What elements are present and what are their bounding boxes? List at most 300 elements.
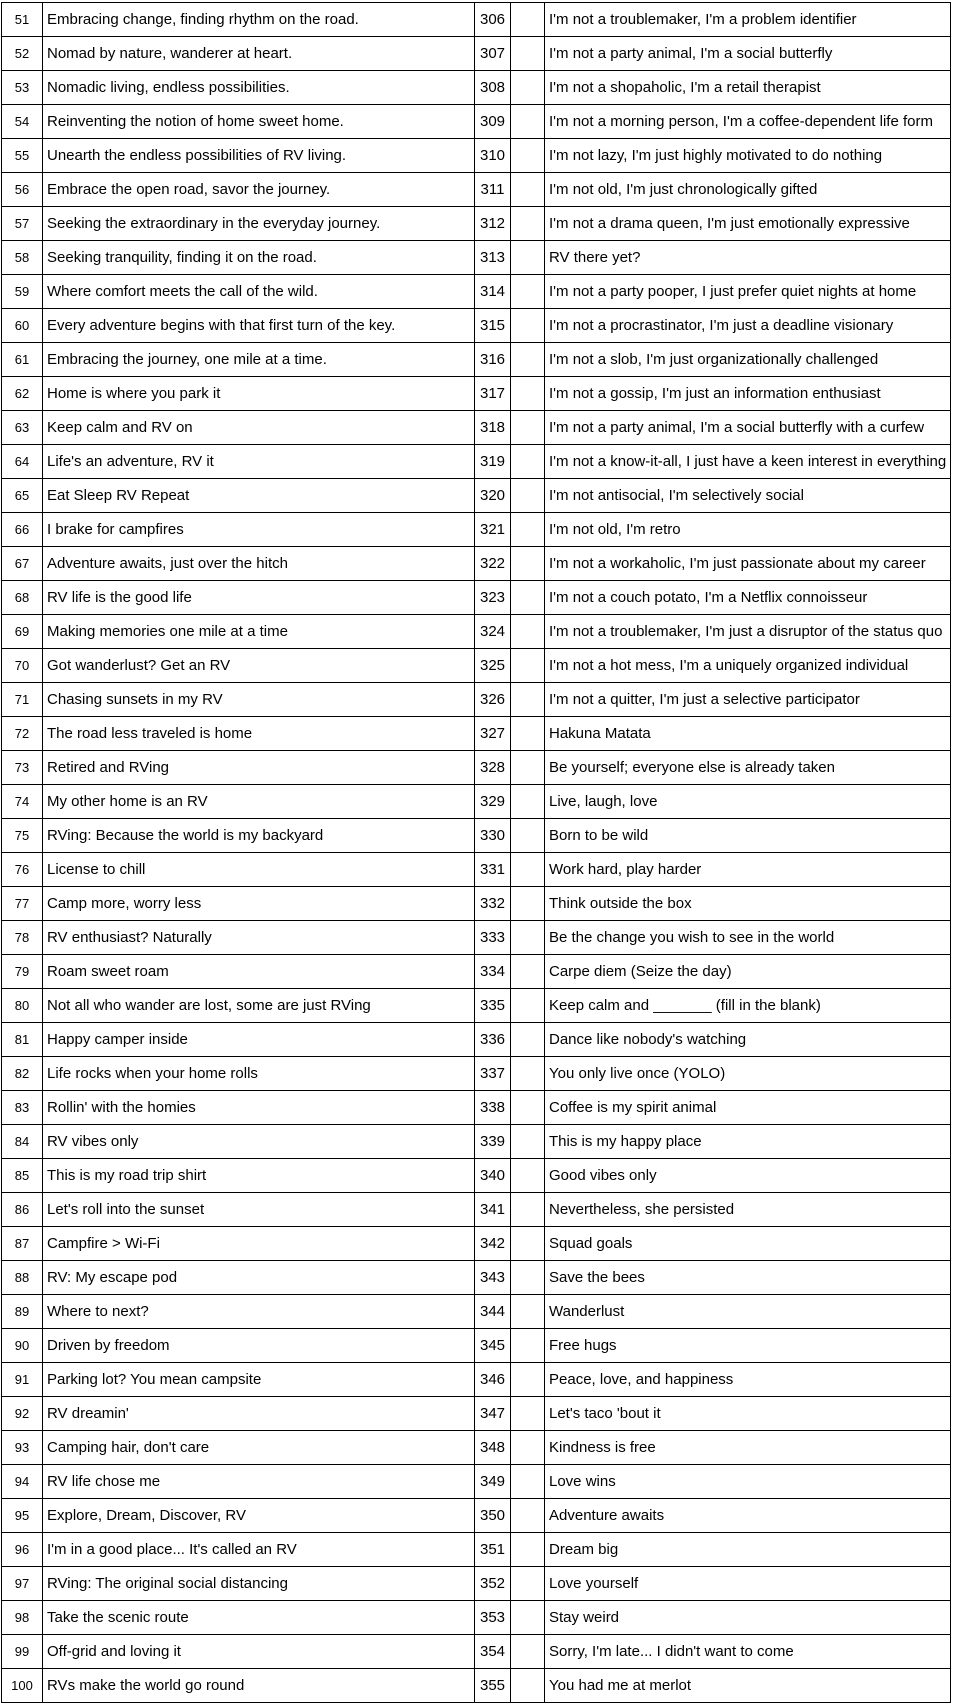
right-number-cell: 348	[475, 1431, 511, 1465]
empty-cell	[511, 1397, 545, 1431]
table-row	[2, 989, 951, 1023]
right-number-cell: 331	[475, 853, 511, 887]
table-row	[2, 411, 951, 445]
left-number-cell: 68	[2, 581, 43, 615]
left-number-cell: 77	[2, 887, 43, 921]
right-number-cell: 345	[475, 1329, 511, 1363]
empty-cell	[511, 717, 545, 751]
left-number-cell: 80	[2, 989, 43, 1023]
right-quote-cell: Born to be wild	[545, 819, 951, 853]
right-number-cell: 318	[475, 411, 511, 445]
right-quote-cell: Keep calm and _______ (fill in the blank)	[545, 989, 951, 1023]
empty-cell	[511, 853, 545, 887]
table-row	[2, 819, 951, 853]
left-quote-cell: Embracing the journey, one mile at a time.	[43, 343, 475, 377]
right-quote-cell: Be yourself; everyone else is already taken	[545, 751, 951, 785]
right-quote-cell: Be the change you wish to see in the world	[545, 921, 951, 955]
left-quote-cell: RV life chose me	[43, 1465, 475, 1499]
right-quote-cell: I'm not a troublemaker, I'm a problem identifier	[545, 3, 951, 37]
right-quote-cell: Save the bees	[545, 1261, 951, 1295]
left-number-cell: 59	[2, 275, 43, 309]
table-row	[2, 275, 951, 309]
left-number-cell: 81	[2, 1023, 43, 1057]
left-quote-cell: Eat Sleep RV Repeat	[43, 479, 475, 513]
right-number-cell: 308	[475, 71, 511, 105]
table-row	[2, 547, 951, 581]
right-quote-cell: Work hard, play harder	[545, 853, 951, 887]
left-number-cell: 72	[2, 717, 43, 751]
left-quote-cell: Keep calm and RV on	[43, 411, 475, 445]
left-number-cell: 94	[2, 1465, 43, 1499]
right-number-cell: 332	[475, 887, 511, 921]
table-row	[2, 139, 951, 173]
right-quote-cell: Wanderlust	[545, 1295, 951, 1329]
table-row	[2, 1431, 951, 1465]
table-row	[2, 343, 951, 377]
right-quote-cell: Love yourself	[545, 1567, 951, 1601]
left-number-cell: 86	[2, 1193, 43, 1227]
empty-cell	[511, 309, 545, 343]
table-row	[2, 1533, 951, 1567]
right-number-cell: 312	[475, 207, 511, 241]
empty-cell	[511, 1601, 545, 1635]
left-number-cell: 89	[2, 1295, 43, 1329]
right-number-cell: 325	[475, 649, 511, 683]
right-quote-cell: I'm not a party animal, I'm a social butterfly with a curfew	[545, 411, 951, 445]
table-row	[2, 309, 951, 343]
left-quote-cell: Camping hair, don't care	[43, 1431, 475, 1465]
left-number-cell: 95	[2, 1499, 43, 1533]
right-number-cell: 313	[475, 241, 511, 275]
empty-cell	[511, 1125, 545, 1159]
right-number-cell: 334	[475, 955, 511, 989]
table-row	[2, 921, 951, 955]
left-quote-cell: Happy camper inside	[43, 1023, 475, 1057]
left-number-cell: 100	[2, 1669, 43, 1703]
left-number-cell: 52	[2, 37, 43, 71]
left-number-cell: 83	[2, 1091, 43, 1125]
left-number-cell: 71	[2, 683, 43, 717]
right-quote-cell: Adventure awaits	[545, 1499, 951, 1533]
right-quote-cell: Sorry, I'm late... I didn't want to come	[545, 1635, 951, 1669]
right-number-cell: 327	[475, 717, 511, 751]
right-number-cell: 330	[475, 819, 511, 853]
right-number-cell: 315	[475, 309, 511, 343]
empty-cell	[511, 547, 545, 581]
right-number-cell: 314	[475, 275, 511, 309]
right-number-cell: 317	[475, 377, 511, 411]
right-quote-cell: I'm not a party animal, I'm a social butterfly	[545, 37, 951, 71]
left-quote-cell: My other home is an RV	[43, 785, 475, 819]
table-row	[2, 581, 951, 615]
left-quote-cell: RVs make the world go round	[43, 1669, 475, 1703]
left-quote-cell: RVing: The original social distancing	[43, 1567, 475, 1601]
table-row	[2, 683, 951, 717]
left-number-cell: 75	[2, 819, 43, 853]
empty-cell	[511, 1363, 545, 1397]
left-quote-cell: Parking lot? You mean campsite	[43, 1363, 475, 1397]
empty-cell	[511, 173, 545, 207]
empty-cell	[511, 1057, 545, 1091]
empty-cell	[511, 1261, 545, 1295]
right-number-cell: 321	[475, 513, 511, 547]
right-quote-cell: Free hugs	[545, 1329, 951, 1363]
left-number-cell: 63	[2, 411, 43, 445]
empty-cell	[511, 819, 545, 853]
right-number-cell: 310	[475, 139, 511, 173]
left-number-cell: 85	[2, 1159, 43, 1193]
quote-table	[1, 2, 951, 1703]
empty-cell	[511, 887, 545, 921]
right-number-cell: 353	[475, 1601, 511, 1635]
empty-cell	[511, 1669, 545, 1703]
table-row	[2, 377, 951, 411]
right-number-cell: 351	[475, 1533, 511, 1567]
left-quote-cell: Nomad by nature, wanderer at heart.	[43, 37, 475, 71]
empty-cell	[511, 3, 545, 37]
right-quote-cell: I'm not old, I'm just chronologically gifted	[545, 173, 951, 207]
table-row	[2, 173, 951, 207]
empty-cell	[511, 1193, 545, 1227]
right-number-cell: 322	[475, 547, 511, 581]
left-quote-cell: I brake for campfires	[43, 513, 475, 547]
right-quote-cell: I'm not old, I'm retro	[545, 513, 951, 547]
right-number-cell: 311	[475, 173, 511, 207]
right-quote-cell: I'm not a party pooper, I just prefer quiet nights at home	[545, 275, 951, 309]
left-quote-cell: This is my road trip shirt	[43, 1159, 475, 1193]
left-number-cell: 91	[2, 1363, 43, 1397]
empty-cell	[511, 1567, 545, 1601]
empty-cell	[511, 615, 545, 649]
table-row	[2, 1363, 951, 1397]
table-row	[2, 105, 951, 139]
right-number-cell: 309	[475, 105, 511, 139]
left-quote-cell: Where to next?	[43, 1295, 475, 1329]
right-number-cell: 326	[475, 683, 511, 717]
left-number-cell: 90	[2, 1329, 43, 1363]
right-number-cell: 319	[475, 445, 511, 479]
left-number-cell: 65	[2, 479, 43, 513]
left-number-cell: 74	[2, 785, 43, 819]
left-number-cell: 99	[2, 1635, 43, 1669]
empty-cell	[511, 1533, 545, 1567]
left-quote-cell: Life's an adventure, RV it	[43, 445, 475, 479]
left-quote-cell: Home is where you park it	[43, 377, 475, 411]
right-quote-cell: I'm not a morning person, I'm a coffee-dependent life form	[545, 105, 951, 139]
left-number-cell: 55	[2, 139, 43, 173]
left-quote-cell: Unearth the endless possibilities of RV living.	[43, 139, 475, 173]
right-number-cell: 333	[475, 921, 511, 955]
left-quote-cell: Embrace the open road, savor the journey.	[43, 173, 475, 207]
empty-cell	[511, 955, 545, 989]
table-row	[2, 955, 951, 989]
table-row	[2, 615, 951, 649]
right-quote-cell: You had me at merlot	[545, 1669, 951, 1703]
left-number-cell: 87	[2, 1227, 43, 1261]
left-quote-cell: RVing: Because the world is my backyard	[43, 819, 475, 853]
left-quote-cell: Rollin' with the homies	[43, 1091, 475, 1125]
empty-cell	[511, 445, 545, 479]
table-row	[2, 37, 951, 71]
empty-cell	[511, 343, 545, 377]
left-quote-cell: Not all who wander are lost, some are just RVing	[43, 989, 475, 1023]
left-quote-cell: Life rocks when your home rolls	[43, 1057, 475, 1091]
right-number-cell: 352	[475, 1567, 511, 1601]
right-quote-cell: Hakuna Matata	[545, 717, 951, 751]
right-number-cell: 340	[475, 1159, 511, 1193]
empty-cell	[511, 581, 545, 615]
right-quote-cell: Think outside the box	[545, 887, 951, 921]
left-number-cell: 61	[2, 343, 43, 377]
left-quote-cell: Chasing sunsets in my RV	[43, 683, 475, 717]
right-number-cell: 316	[475, 343, 511, 377]
right-quote-cell: Live, laugh, love	[545, 785, 951, 819]
left-number-cell: 98	[2, 1601, 43, 1635]
right-number-cell: 306	[475, 3, 511, 37]
empty-cell	[511, 139, 545, 173]
right-quote-cell: Squad goals	[545, 1227, 951, 1261]
table-row	[2, 1635, 951, 1669]
right-number-cell: 335	[475, 989, 511, 1023]
table-row	[2, 1227, 951, 1261]
right-quote-cell: Nevertheless, she persisted	[545, 1193, 951, 1227]
right-number-cell: 323	[475, 581, 511, 615]
right-quote-cell: Peace, love, and happiness	[545, 1363, 951, 1397]
left-quote-cell: RV enthusiast? Naturally	[43, 921, 475, 955]
left-number-cell: 70	[2, 649, 43, 683]
table-row	[2, 207, 951, 241]
left-quote-cell: Campfire > Wi-Fi	[43, 1227, 475, 1261]
right-number-cell: 343	[475, 1261, 511, 1295]
right-quote-cell: I'm not a know-it-all, I just have a keen interest in everything	[545, 445, 951, 479]
left-quote-cell: Adventure awaits, just over the hitch	[43, 547, 475, 581]
right-quote-cell: I'm not a slob, I'm just organizationally challenged	[545, 343, 951, 377]
left-quote-cell: Reinventing the notion of home sweet home.	[43, 105, 475, 139]
right-quote-cell: I'm not a procrastinator, I'm just a deadline visionary	[545, 309, 951, 343]
right-number-cell: 329	[475, 785, 511, 819]
empty-cell	[511, 105, 545, 139]
empty-cell	[511, 1295, 545, 1329]
right-quote-cell: I'm not a hot mess, I'm a uniquely organized individual	[545, 649, 951, 683]
left-quote-cell: Camp more, worry less	[43, 887, 475, 921]
right-quote-cell: I'm not a shopaholic, I'm a retail therapist	[545, 71, 951, 105]
empty-cell	[511, 275, 545, 309]
left-number-cell: 79	[2, 955, 43, 989]
left-quote-cell: Making memories one mile at a time	[43, 615, 475, 649]
left-quote-cell: Take the scenic route	[43, 1601, 475, 1635]
table-row	[2, 717, 951, 751]
right-quote-cell: I'm not a gossip, I'm just an information enthusiast	[545, 377, 951, 411]
left-number-cell: 57	[2, 207, 43, 241]
right-quote-cell: I'm not a quitter, I'm just a selective participator	[545, 683, 951, 717]
table-row	[2, 887, 951, 921]
table-row	[2, 1567, 951, 1601]
left-number-cell: 73	[2, 751, 43, 785]
table-row	[2, 751, 951, 785]
left-quote-cell: Every adventure begins with that first turn of the key.	[43, 309, 475, 343]
left-quote-cell: The road less traveled is home	[43, 717, 475, 751]
empty-cell	[511, 989, 545, 1023]
right-number-cell: 349	[475, 1465, 511, 1499]
empty-cell	[511, 1465, 545, 1499]
left-quote-cell: RV: My escape pod	[43, 1261, 475, 1295]
left-number-cell: 51	[2, 3, 43, 37]
right-number-cell: 336	[475, 1023, 511, 1057]
left-number-cell: 67	[2, 547, 43, 581]
left-quote-cell: RV dreamin'	[43, 1397, 475, 1431]
empty-cell	[511, 683, 545, 717]
empty-cell	[511, 785, 545, 819]
left-number-cell: 97	[2, 1567, 43, 1601]
table-row	[2, 1159, 951, 1193]
empty-cell	[511, 241, 545, 275]
left-quote-cell: Retired and RVing	[43, 751, 475, 785]
empty-cell	[511, 1023, 545, 1057]
right-number-cell: 341	[475, 1193, 511, 1227]
left-quote-cell: Driven by freedom	[43, 1329, 475, 1363]
table-row	[2, 1261, 951, 1295]
left-quote-cell: Embracing change, finding rhythm on the road.	[43, 3, 475, 37]
left-number-cell: 58	[2, 241, 43, 275]
table-row	[2, 853, 951, 887]
right-quote-cell: Dream big	[545, 1533, 951, 1567]
empty-cell	[511, 207, 545, 241]
empty-cell	[511, 377, 545, 411]
table-row	[2, 3, 951, 37]
left-quote-cell: RV life is the good life	[43, 581, 475, 615]
table-row	[2, 1499, 951, 1533]
left-number-cell: 76	[2, 853, 43, 887]
left-quote-cell: Off-grid and loving it	[43, 1635, 475, 1669]
left-quote-cell: Seeking the extraordinary in the everyday journey.	[43, 207, 475, 241]
right-number-cell: 342	[475, 1227, 511, 1261]
left-number-cell: 56	[2, 173, 43, 207]
empty-cell	[511, 1431, 545, 1465]
table-row	[2, 71, 951, 105]
table-row	[2, 1295, 951, 1329]
left-number-cell: 82	[2, 1057, 43, 1091]
empty-cell	[511, 1635, 545, 1669]
left-number-cell: 78	[2, 921, 43, 955]
table-row	[2, 1397, 951, 1431]
empty-cell	[511, 921, 545, 955]
empty-cell	[511, 1159, 545, 1193]
right-quote-cell: I'm not a workaholic, I'm just passionate about my career	[545, 547, 951, 581]
empty-cell	[511, 1329, 545, 1363]
right-number-cell: 320	[475, 479, 511, 513]
empty-cell	[511, 1227, 545, 1261]
right-quote-cell: Good vibes only	[545, 1159, 951, 1193]
empty-cell	[511, 71, 545, 105]
right-quote-cell: I'm not antisocial, I'm selectively social	[545, 479, 951, 513]
table-row	[2, 649, 951, 683]
right-quote-cell: Love wins	[545, 1465, 951, 1499]
left-quote-cell: RV vibes only	[43, 1125, 475, 1159]
empty-cell	[511, 479, 545, 513]
table-row	[2, 445, 951, 479]
right-quote-cell: Kindness is free	[545, 1431, 951, 1465]
table-row	[2, 479, 951, 513]
right-number-cell: 339	[475, 1125, 511, 1159]
left-quote-cell: Seeking tranquility, finding it on the road.	[43, 241, 475, 275]
right-number-cell: 354	[475, 1635, 511, 1669]
right-quote-cell: I'm not a troublemaker, I'm just a disruptor of the status quo	[545, 615, 951, 649]
right-quote-cell: I'm not a couch potato, I'm a Netflix connoisseur	[545, 581, 951, 615]
right-quote-cell: This is my happy place	[545, 1125, 951, 1159]
table-row	[2, 513, 951, 547]
right-number-cell: 350	[475, 1499, 511, 1533]
empty-cell	[511, 649, 545, 683]
left-number-cell: 93	[2, 1431, 43, 1465]
table-row	[2, 1465, 951, 1499]
right-quote-cell: RV there yet?	[545, 241, 951, 275]
right-quote-cell: Carpe diem (Seize the day)	[545, 955, 951, 989]
left-number-cell: 60	[2, 309, 43, 343]
right-number-cell: 338	[475, 1091, 511, 1125]
left-number-cell: 64	[2, 445, 43, 479]
left-quote-cell: Got wanderlust? Get an RV	[43, 649, 475, 683]
left-number-cell: 53	[2, 71, 43, 105]
right-quote-cell: Let's taco 'bout it	[545, 1397, 951, 1431]
right-quote-cell: I'm not lazy, I'm just highly motivated to do nothing	[545, 139, 951, 173]
empty-cell	[511, 1091, 545, 1125]
right-quote-cell: You only live once (YOLO)	[545, 1057, 951, 1091]
quote-table-body	[2, 3, 951, 1703]
right-number-cell: 324	[475, 615, 511, 649]
empty-cell	[511, 37, 545, 71]
left-quote-cell: Nomadic living, endless possibilities.	[43, 71, 475, 105]
empty-cell	[511, 513, 545, 547]
right-number-cell: 355	[475, 1669, 511, 1703]
left-quote-cell: Let's roll into the sunset	[43, 1193, 475, 1227]
table-row	[2, 1601, 951, 1635]
table-row	[2, 1125, 951, 1159]
left-number-cell: 96	[2, 1533, 43, 1567]
left-number-cell: 54	[2, 105, 43, 139]
left-number-cell: 69	[2, 615, 43, 649]
right-number-cell: 337	[475, 1057, 511, 1091]
right-number-cell: 347	[475, 1397, 511, 1431]
table-row	[2, 1329, 951, 1363]
right-number-cell: 307	[475, 37, 511, 71]
empty-cell	[511, 1499, 545, 1533]
right-quote-cell: I'm not a drama queen, I'm just emotionally expressive	[545, 207, 951, 241]
table-row	[2, 1669, 951, 1703]
left-quote-cell: Roam sweet roam	[43, 955, 475, 989]
left-number-cell: 88	[2, 1261, 43, 1295]
table-row	[2, 1023, 951, 1057]
left-quote-cell: Where comfort meets the call of the wild.	[43, 275, 475, 309]
right-quote-cell: Coffee is my spirit animal	[545, 1091, 951, 1125]
table-row	[2, 1091, 951, 1125]
left-number-cell: 62	[2, 377, 43, 411]
left-quote-cell: License to chill	[43, 853, 475, 887]
left-number-cell: 92	[2, 1397, 43, 1431]
table-row	[2, 1193, 951, 1227]
empty-cell	[511, 411, 545, 445]
left-quote-cell: Explore, Dream, Discover, RV	[43, 1499, 475, 1533]
left-number-cell: 84	[2, 1125, 43, 1159]
left-number-cell: 66	[2, 513, 43, 547]
table-row	[2, 785, 951, 819]
right-number-cell: 346	[475, 1363, 511, 1397]
left-quote-cell: I'm in a good place... It's called an RV	[43, 1533, 475, 1567]
table-row	[2, 1057, 951, 1091]
right-number-cell: 328	[475, 751, 511, 785]
table-row	[2, 241, 951, 275]
right-number-cell: 344	[475, 1295, 511, 1329]
right-quote-cell: Stay weird	[545, 1601, 951, 1635]
